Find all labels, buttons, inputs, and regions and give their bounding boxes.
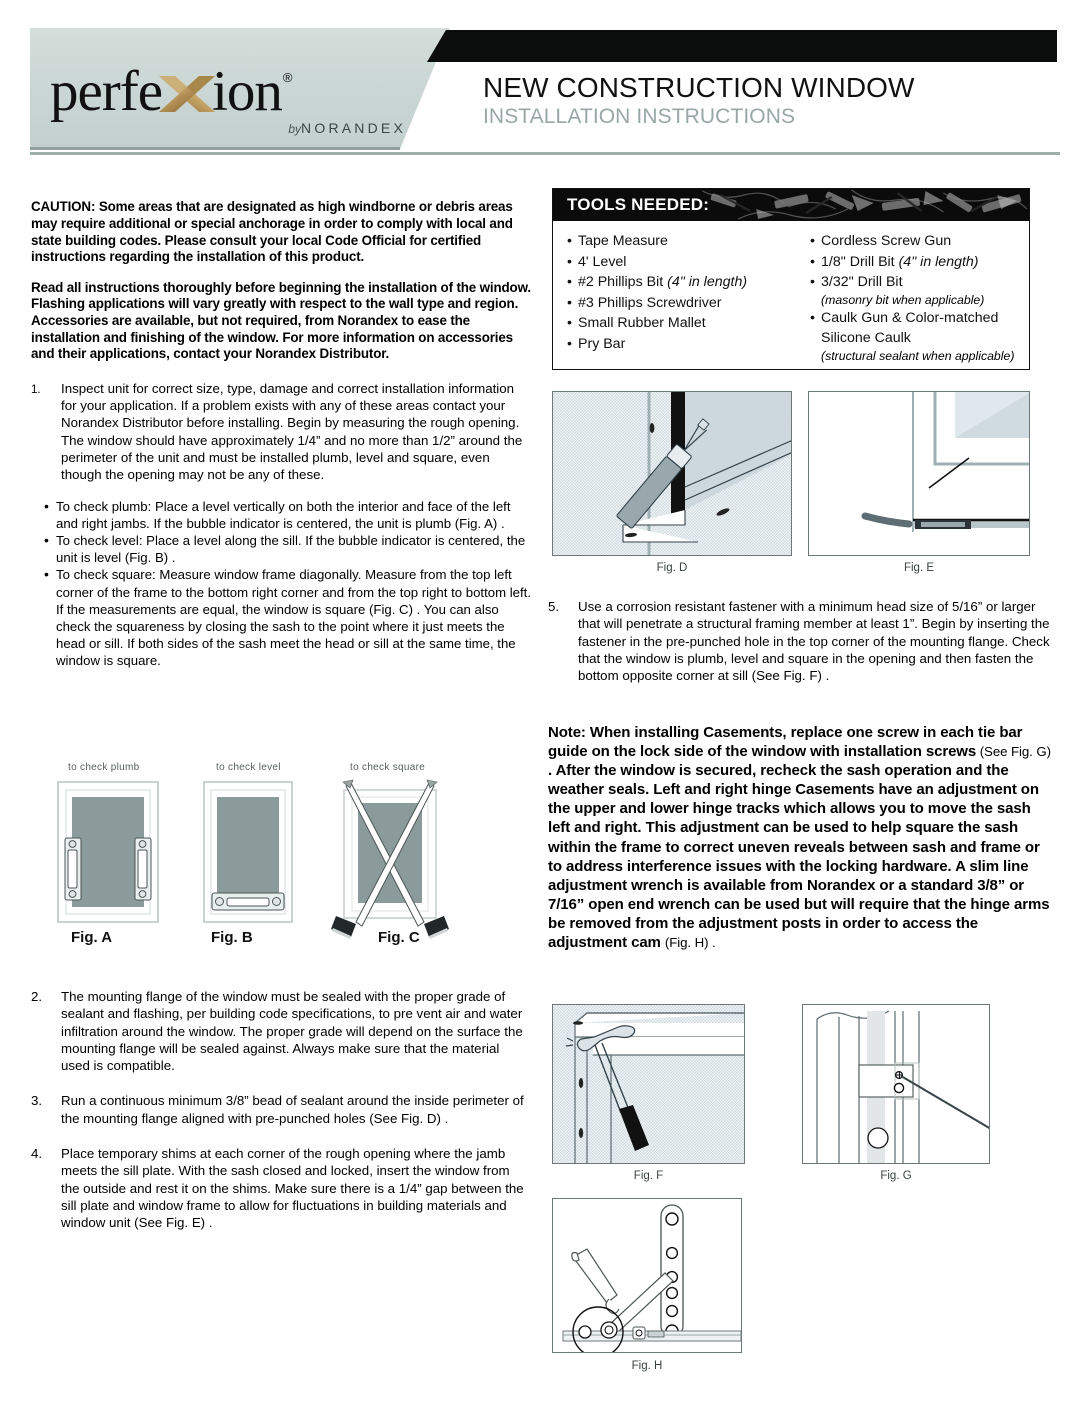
list-item	[810, 308, 1021, 349]
casement-note	[548, 723, 1053, 952]
fig-e-caption: Fig. E	[903, 562, 935, 574]
logo-by-text: by	[288, 122, 302, 136]
bullet-dot-icon: •	[567, 233, 572, 249]
step-1	[31, 380, 531, 484]
logo-text-after: ion	[212, 60, 282, 123]
header-black-bar	[427, 30, 1057, 62]
fig-d-illustration	[553, 392, 792, 556]
fig-e-box	[808, 391, 1030, 556]
list-item	[567, 313, 794, 334]
tools-needed-header	[553, 189, 1029, 221]
tool-item-note: (4" in length)	[898, 253, 979, 270]
fig-d-caption: Fig. D	[656, 562, 688, 574]
fig-g-caption: Fig. G	[880, 1170, 912, 1182]
bullet-dot-icon: •	[567, 315, 572, 331]
list-item	[567, 334, 794, 355]
note-fig-h-ref: (Fig. H) .	[664, 935, 716, 951]
step-1-number: 1.	[31, 383, 41, 396]
step-5-number: 5.	[548, 599, 560, 614]
list-item	[567, 252, 794, 273]
bullet-square-text: To check square: Measure window frame diagonally. Measure from the top left corner of the frame to the bottom right corner and from the top right to bottom left. If the measurements are equal, the window is square (Fig. C) . You can also check the squareness by closing the sash to the point where it just meets the head or sill. If both sides of the sash meet the head or sill at the same time, the window is square.	[56, 567, 531, 669]
bullet-dot-icon: •	[810, 253, 815, 270]
list-item	[810, 252, 1021, 273]
tool-item-label: Tape Measure	[578, 233, 668, 249]
header-titles	[483, 72, 915, 130]
bullet-dot-icon: •	[567, 274, 572, 290]
step-3-text: Run a continuous minimum 3/8” bead of sealant around the inside perimeter of the mounting flange aligned with pre-punched holes (See Fig. D) .	[61, 1093, 524, 1126]
step-3-number: 3.	[31, 1093, 43, 1109]
registered-mark: ®	[282, 70, 292, 85]
tools-left-list	[567, 231, 794, 364]
bullet-dot-icon: •	[810, 309, 815, 326]
step-4-text: Place temporary shims at each corner of the rough opening where the jamb meets the sill plate. With the sash closed and locked, insert the window from the outside and rest it on the shims. Make sure there is a 1/4” gap between the sill plate and window frame to allow for fluctuations in building materials and window unit (See Fig. E) .	[61, 1146, 524, 1231]
tool-item-label: Cordless Screw Gun	[821, 233, 952, 249]
logo-text-before: perfe	[50, 60, 163, 123]
right-column-step5	[548, 598, 1053, 684]
tool-item-text: 1/8" Drill Bit	[821, 253, 899, 270]
step-2	[31, 988, 531, 1074]
list-item	[810, 231, 1021, 252]
tool-item-label: 3/32" Drill Bit	[821, 274, 903, 290]
fig-h-caption: Fig. H	[631, 1360, 663, 1372]
step-3	[31, 1092, 531, 1127]
fig-c-caption: to check square	[350, 762, 426, 773]
step-5-text: Use a corrosion resistant fastener with a minimum head size of 5/16” or larger that will penetrate a structural framing member at least 1”. Begin by inserting the fastener in the pre-punched hole in the top corner of the mounting flange. Check that the window is plumb, level and square in the opening and then fasten the bottom opposite corner at sill (See Fig. F) .	[578, 599, 1050, 684]
list-item	[567, 272, 794, 293]
list-item	[44, 532, 531, 566]
fig-a-label: Fig. A	[71, 929, 113, 946]
bullet-dot-icon: •	[44, 497, 49, 514]
tools-needed-title: TOOLS NEEDED:	[567, 195, 710, 214]
list-item	[44, 566, 531, 669]
fig-f-caption: Fig. F	[633, 1170, 664, 1182]
step-5	[548, 598, 1053, 684]
bullet-plumb-text: To check plumb: Place a level vertically on both the interior and face of the left and right jambs. If the bubble indicator is centered, the unit is plumb (Fig. A) .	[56, 498, 511, 531]
bullet-level-text: To check level: Place a level along the sill. If the bubble indicator is centered, the unit is level (Fig. B) .	[56, 532, 526, 566]
header-divider	[30, 152, 1060, 155]
step-4-number: 4.	[31, 1146, 43, 1162]
bullet-dot-icon: •	[44, 566, 49, 583]
brand-logo	[50, 48, 410, 138]
list-item	[567, 293, 794, 314]
tool-item-subnote: (structural sealant when applicable)	[821, 348, 1015, 363]
tool-item-label: Small Rubber Mallet	[578, 315, 706, 331]
fig-g-box	[802, 1004, 990, 1164]
tools-right-list	[794, 231, 1021, 364]
x-logo-icon	[158, 72, 216, 116]
list-item	[567, 231, 794, 252]
tool-item-label: Caulk Gun & Color-matched Silicone Caulk	[821, 309, 999, 346]
bullet-dot-icon: •	[810, 233, 815, 249]
fig-c-illustration	[320, 776, 460, 941]
tool-item-label	[821, 252, 1021, 273]
tool-item-label: Pry Bar	[578, 335, 626, 352]
read-all-paragraph: Read all instructions thoroughly before beginning the installation of the window. Flashing applications will vary greatly with respect to the wall type and region. Accessories are available, but not required, from Norandex to ease the installation and finishing of the window. For more information on accessories and their applications, contact your Norandex Distributor.	[31, 279, 531, 362]
check-bullets	[44, 498, 531, 670]
step-2-text: The mounting flange of the window must be sealed with the proper grade of sealant and flashing, per building code specifications, to pre vent air and water infiltration around the window. The proper grade will depend on the surface the mounting flange will be sealed against. Always make sure that the material used is compatible.	[61, 989, 523, 1074]
page-subtitle: INSTALLATION INSTRUCTIONS	[483, 105, 796, 128]
bullet-dot-icon: •	[810, 274, 815, 290]
fig-c-label: Fig. C	[378, 929, 420, 946]
logo-wordmark	[50, 48, 410, 122]
tools-lists	[553, 223, 1029, 364]
caution-paragraph: CAUTION: Some areas that are designated as high windborne or debris areas may require additional or special anchorage in order to comply with local and state building codes. Please consult your local Code Official for certified instructions regarding the installation of this product.	[31, 199, 513, 265]
fig-e-illustration	[809, 392, 1030, 556]
fig-a-caption: to check plumb	[68, 762, 140, 773]
fig-h-box	[552, 1198, 742, 1353]
step-2-number: 2.	[31, 989, 43, 1004]
bullet-dot-icon: •	[567, 253, 572, 270]
fig-b-caption: to check level	[216, 762, 281, 773]
tools-needed-box	[552, 188, 1030, 370]
list-item	[44, 498, 531, 532]
bullet-dot-icon: •	[44, 531, 49, 548]
note-text-part1: Note: When installing Casements, replace one screw in each tie bar guide on the lock side of the window with installation screws	[548, 724, 1023, 761]
figures-abc-group	[48, 762, 478, 957]
note-fig-g-ref: (See Fig. G)	[976, 744, 1051, 760]
page-title: NEW CONSTRUCTION WINDOW	[483, 72, 915, 103]
bullet-dot-icon: •	[567, 335, 572, 352]
step-4	[31, 1145, 531, 1231]
tool-item-label: #3 Phillips Screwdriver	[578, 294, 722, 311]
tool-item-label	[578, 272, 794, 293]
fig-a-illustration	[56, 780, 166, 925]
tool-item-label: 4' Level	[578, 253, 627, 270]
fig-f-box	[552, 1004, 745, 1164]
tool-item-note: (4" in length)	[667, 274, 748, 290]
fig-b-label: Fig. B	[211, 929, 253, 946]
page-header	[0, 0, 1088, 160]
tool-item-subnote: (masonry bit when applicable)	[821, 292, 985, 307]
step-1-text: Inspect unit for correct size, type, damage and correct installation information for your application. If a problem exists with any of these areas contact your Norandex Distributor before installing. Begin by measuring the rough opening. The window should have approximately 1/4” and no more than 1/2” around the perimeter of the unit and must be installed plumb, level and square, even though the opening may not be any of these.	[61, 380, 523, 483]
fig-d-box	[552, 391, 792, 556]
fig-f-illustration	[553, 1005, 745, 1164]
fig-h-illustration	[553, 1199, 742, 1353]
list-item	[810, 272, 1021, 293]
note-text-part2: . After the window is secured, recheck the sash operation and the weather seals. Left and right hinge Casements have an adjustment on the upper and lower hinge tracks which allows you to move the sash left and right. This adjustment can be used to help square the sash within the frame to correct uneven reveals between sash and frame or to address interference issues with the locking hardware. A slim line adjustment wrench is available from Norandex or a standard 3/8” or 7/16” open end wrench can be used but will require that the hinge arms be removed from the adjustment posts in order to access the adjustment cam	[548, 762, 1050, 952]
left-column	[31, 186, 531, 670]
logo-brand-text: NORANDEX	[301, 120, 406, 136]
fig-b-illustration	[196, 780, 301, 925]
bullet-dot-icon: •	[567, 294, 572, 311]
tool-item-text: #2 Phillips Bit	[578, 274, 668, 290]
left-column-lower	[31, 988, 531, 1232]
fig-g-illustration	[803, 1005, 990, 1164]
